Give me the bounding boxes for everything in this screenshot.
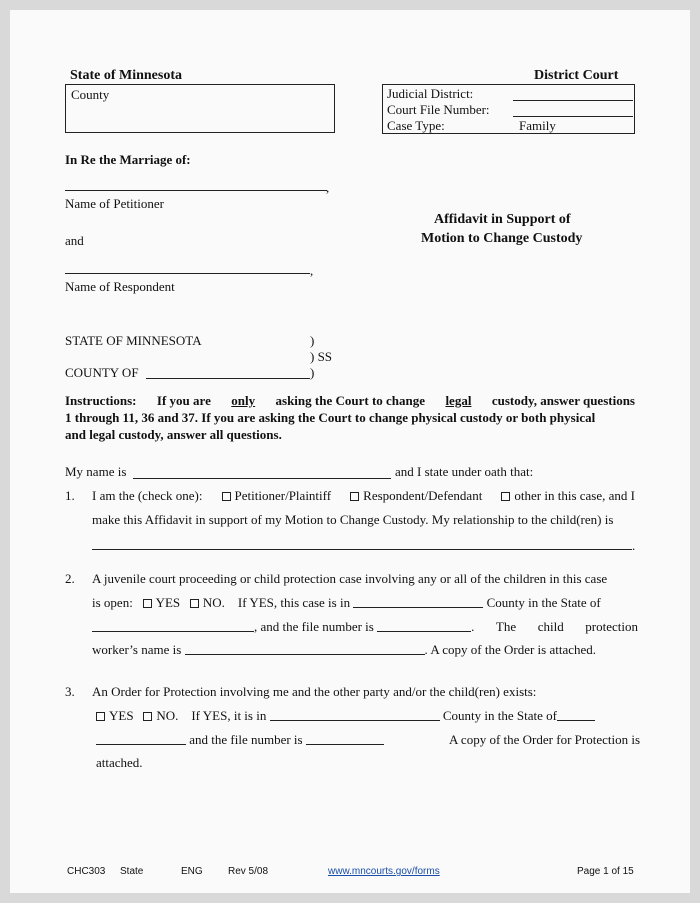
judicial-district-label: Judicial District: (387, 86, 474, 101)
q2-county-field[interactable] (353, 597, 483, 608)
q1-text: I am the (check one): (92, 488, 203, 503)
q3-line1: An Order for Protection involving me and the other party and/or the child(ren) exists: (92, 684, 537, 699)
q3-yes-checkbox[interactable] (96, 712, 105, 721)
county-box[interactable] (65, 84, 335, 133)
my-name-label: My name is (65, 464, 127, 479)
q2-state-field[interactable] (92, 621, 254, 632)
document-page (10, 10, 690, 893)
instructions-part3: custody, answer questions (491, 393, 635, 408)
paren-3: ) (310, 365, 315, 380)
petitioner-name-field[interactable] (65, 190, 327, 191)
q3-state-field-2[interactable] (96, 734, 186, 745)
q2-file-number-field[interactable] (377, 621, 471, 632)
q3-file-label: and the file number is (189, 732, 303, 747)
judicial-district-field[interactable] (513, 100, 633, 101)
q3-line2 (96, 708, 595, 724)
q2-no-option[interactable]: NO. (190, 595, 225, 610)
q2-worker-label: worker’s name is (92, 642, 182, 657)
court-heading: District Court (534, 68, 619, 83)
in-re-heading: In Re the Marriage of: (65, 152, 191, 167)
and-label: and (65, 233, 84, 248)
q2-worker-field[interactable] (185, 644, 425, 655)
state-of-label: STATE OF MINNESOTA (65, 333, 202, 348)
q3-copy-text: A copy of the Order for Protection is (449, 732, 640, 747)
q2-number: 2. (65, 571, 75, 586)
county-of-label: COUNTY OF (65, 365, 139, 380)
instructions-part1: If you are (156, 393, 211, 408)
q3-county-state: County in the State of (442, 708, 557, 723)
q3-no-option[interactable]: NO. (143, 708, 178, 723)
instructions-legal: legal (445, 393, 472, 408)
state-heading: State of Minnesota (70, 68, 182, 83)
county-label: County (71, 87, 110, 102)
case-type-label: Case Type: (387, 118, 445, 133)
other-checkbox[interactable] (501, 492, 510, 501)
q2-line3 (92, 619, 638, 635)
q2-child: child (537, 619, 564, 634)
q3-file-number-field[interactable] (306, 734, 384, 745)
footer-rev: Rev 5/08 (228, 866, 269, 877)
q3-state-field[interactable] (557, 710, 595, 721)
q1-line1 (92, 488, 635, 504)
q2-line4 (92, 642, 596, 658)
my-name-field[interactable] (133, 478, 391, 479)
instructions-line2: 1 through 11, 36 and 37. If you are asking the Court to change physical custody or both physical (65, 410, 596, 425)
instructions-only: only (231, 393, 256, 408)
q3-if-yes: If YES, it is in (191, 708, 267, 723)
q2-is-open: is open: (92, 595, 133, 610)
respondent-name-field[interactable] (65, 273, 310, 274)
respondent-checkbox[interactable] (350, 492, 359, 501)
footer-lang: ENG (181, 866, 203, 877)
q3-line3 (96, 732, 640, 748)
instructions-label: Instructions: (65, 393, 137, 408)
q3-attached: attached. (96, 755, 143, 770)
q3-county-field[interactable] (270, 710, 440, 721)
q1-number: 1. (65, 488, 75, 503)
instructions-part2: asking the Court to change (275, 393, 426, 408)
q3-no-checkbox[interactable] (143, 712, 152, 721)
respondent-comma: , (310, 263, 314, 278)
case-type-value: Family (519, 118, 556, 133)
instructions-line3: and legal custody, answer all questions. (65, 427, 282, 442)
footer-state: State (120, 866, 144, 877)
q2-the: The (495, 619, 517, 634)
court-file-number-label: Court File Number: (387, 102, 490, 117)
ss-label: ) SS (310, 349, 333, 364)
q2-period: . (471, 619, 475, 634)
relationship-field[interactable] (92, 549, 632, 550)
footer-forms-link[interactable]: www.mncourts.gov/forms (328, 866, 440, 877)
respondent-label: Name of Respondent (65, 279, 175, 294)
county-of-field[interactable] (146, 378, 310, 379)
paren-1: ) (310, 333, 315, 348)
q2-county-state: County in the State of (486, 595, 601, 610)
q2-line1: A juvenile court proceeding or child protection case involving any or all of the children in this case (92, 571, 608, 586)
petitioner-comma: , (326, 180, 330, 195)
form-title-line1: Affidavit in Support of (434, 212, 571, 227)
court-file-number-field[interactable] (513, 116, 633, 117)
footer-page-number: Page 1 of 15 (577, 866, 634, 877)
q3-yes-option[interactable]: YES (96, 708, 134, 723)
petitioner-checkbox[interactable] (222, 492, 231, 501)
under-oath-text: and I state under oath that: (395, 464, 534, 479)
q2-yes-option[interactable]: YES (143, 595, 181, 610)
instructions-line1 (65, 393, 635, 409)
q1-option-other[interactable]: other in this case, and I (501, 488, 635, 504)
petitioner-label: Name of Petitioner (65, 196, 164, 211)
q1-option-petitioner[interactable]: Petitioner/Plaintiff (222, 488, 332, 504)
q2-if-yes: If YES, this case is in (237, 595, 351, 610)
q1-period: . (632, 538, 636, 553)
q3-number: 3. (65, 684, 75, 699)
q2-yes-checkbox[interactable] (143, 599, 152, 608)
q2-line2 (92, 595, 601, 611)
form-title-line2: Motion to Change Custody (421, 231, 583, 246)
q2-file-number-label: , and the file number is (254, 619, 374, 634)
q2-no-checkbox[interactable] (190, 599, 199, 608)
q2-copy-attached: . A copy of the Order is attached. (424, 642, 597, 657)
footer-form-id: CHC303 (67, 866, 106, 877)
q2-protection: protection (585, 619, 638, 634)
q1-line2: make this Affidavit in support of my Motion to Change Custody. My relationship to the child(ren) is (92, 512, 614, 527)
court-info-box (382, 84, 635, 134)
q1-option-respondent[interactable]: Respondent/Defendant (350, 488, 482, 504)
